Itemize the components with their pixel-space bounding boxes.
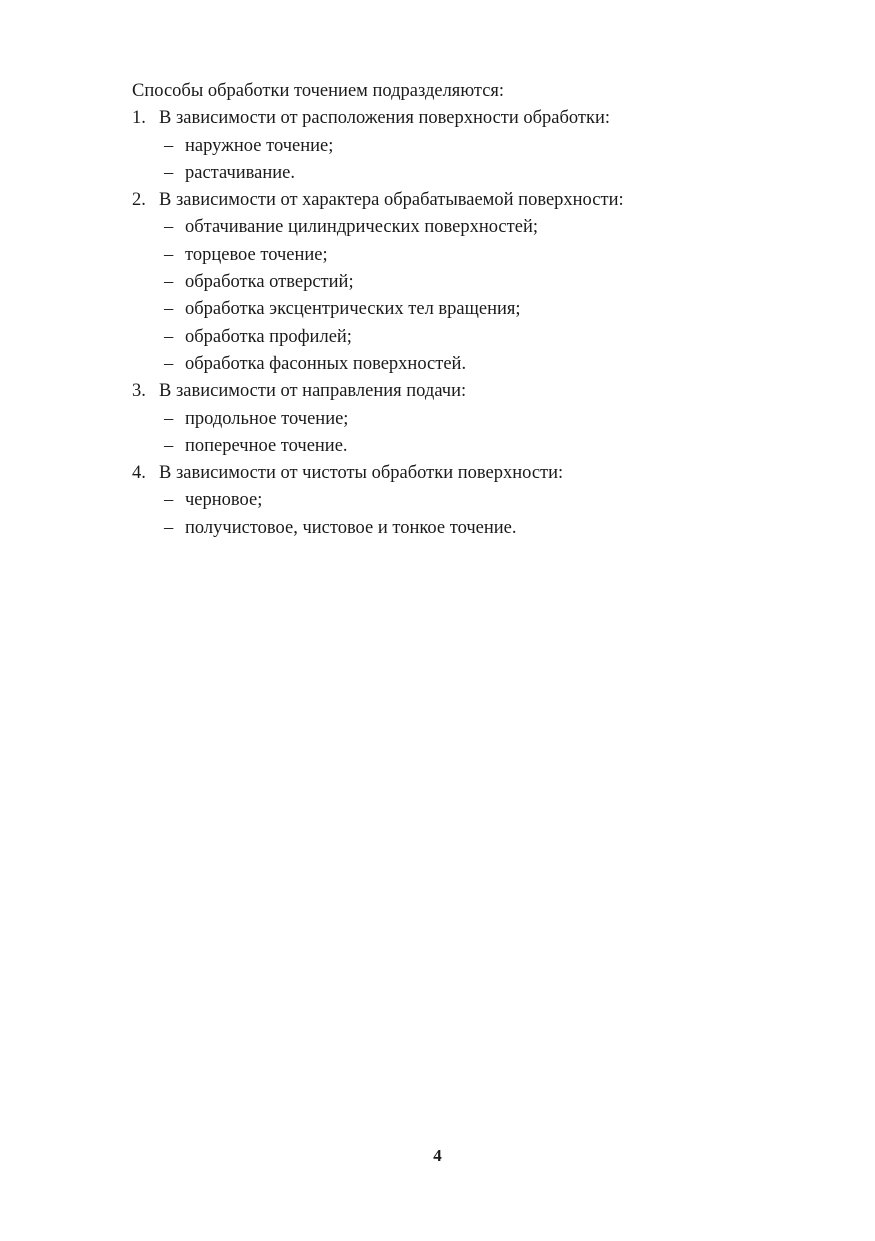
section-heading: [132, 378, 752, 405]
section-heading: [132, 460, 752, 487]
section-number: 1.: [132, 108, 146, 129]
section-heading: [132, 187, 752, 214]
list-item-text: получистовое, чистовое и тонкое точение.: [185, 517, 517, 538]
dash-bullet: –: [164, 326, 174, 347]
section-number: 3.: [132, 381, 146, 402]
dash-bullet: –: [164, 272, 174, 293]
section-title: В зависимости от характера обрабатываемой поверхности:: [159, 190, 624, 211]
list-item-text: наружное точение;: [185, 135, 334, 156]
section-title: В зависимости от направления подачи:: [159, 381, 467, 402]
list-item: [132, 296, 752, 323]
page-number: 4: [433, 1146, 442, 1165]
list-item: [132, 351, 752, 378]
dash-bullet: –: [164, 162, 174, 183]
list-item-text: обработка эксцентрических тел вращения;: [185, 299, 521, 320]
list-item: [132, 487, 752, 514]
dash-bullet: –: [164, 408, 174, 429]
list-item-text: черновое;: [185, 490, 263, 511]
section-title: В зависимости от расположения поверхности обработки:: [159, 108, 611, 129]
list-item-text: обработка профилей;: [185, 326, 352, 347]
document-body: [132, 78, 752, 542]
list-item: [132, 406, 752, 433]
list-item-text: поперечное точение.: [185, 435, 348, 456]
section-number: 2.: [132, 190, 146, 211]
list-item: [132, 242, 752, 269]
list-item-text: растачивание.: [185, 162, 295, 183]
list-item: [132, 269, 752, 296]
dash-bullet: –: [164, 217, 174, 238]
section-heading: [132, 105, 752, 132]
list-item: [132, 433, 752, 460]
list-item-text: продольное точение;: [185, 408, 349, 429]
list-item: [132, 160, 752, 187]
list-item: [132, 133, 752, 160]
dash-bullet: –: [164, 353, 174, 374]
section-number: 4.: [132, 463, 146, 484]
dash-bullet: –: [164, 435, 174, 456]
dash-bullet: –: [164, 517, 174, 538]
list-item-text: обтачивание цилиндрических поверхностей;: [185, 217, 538, 238]
list-item-text: обработка отверстий;: [185, 272, 354, 293]
list-item: [132, 324, 752, 351]
list-item: [132, 214, 752, 241]
intro-text: Способы обработки точением подразделяются:: [132, 81, 505, 101]
dash-bullet: –: [164, 244, 174, 265]
dash-bullet: –: [164, 135, 174, 156]
section-title: В зависимости от чистоты обработки поверхности:: [159, 463, 564, 484]
list-item: [132, 515, 752, 542]
dash-bullet: –: [164, 299, 174, 320]
dash-bullet: –: [164, 490, 174, 511]
list-item-text: торцевое точение;: [185, 244, 328, 265]
list-item-text: обработка фасонных поверхностей.: [185, 353, 467, 374]
